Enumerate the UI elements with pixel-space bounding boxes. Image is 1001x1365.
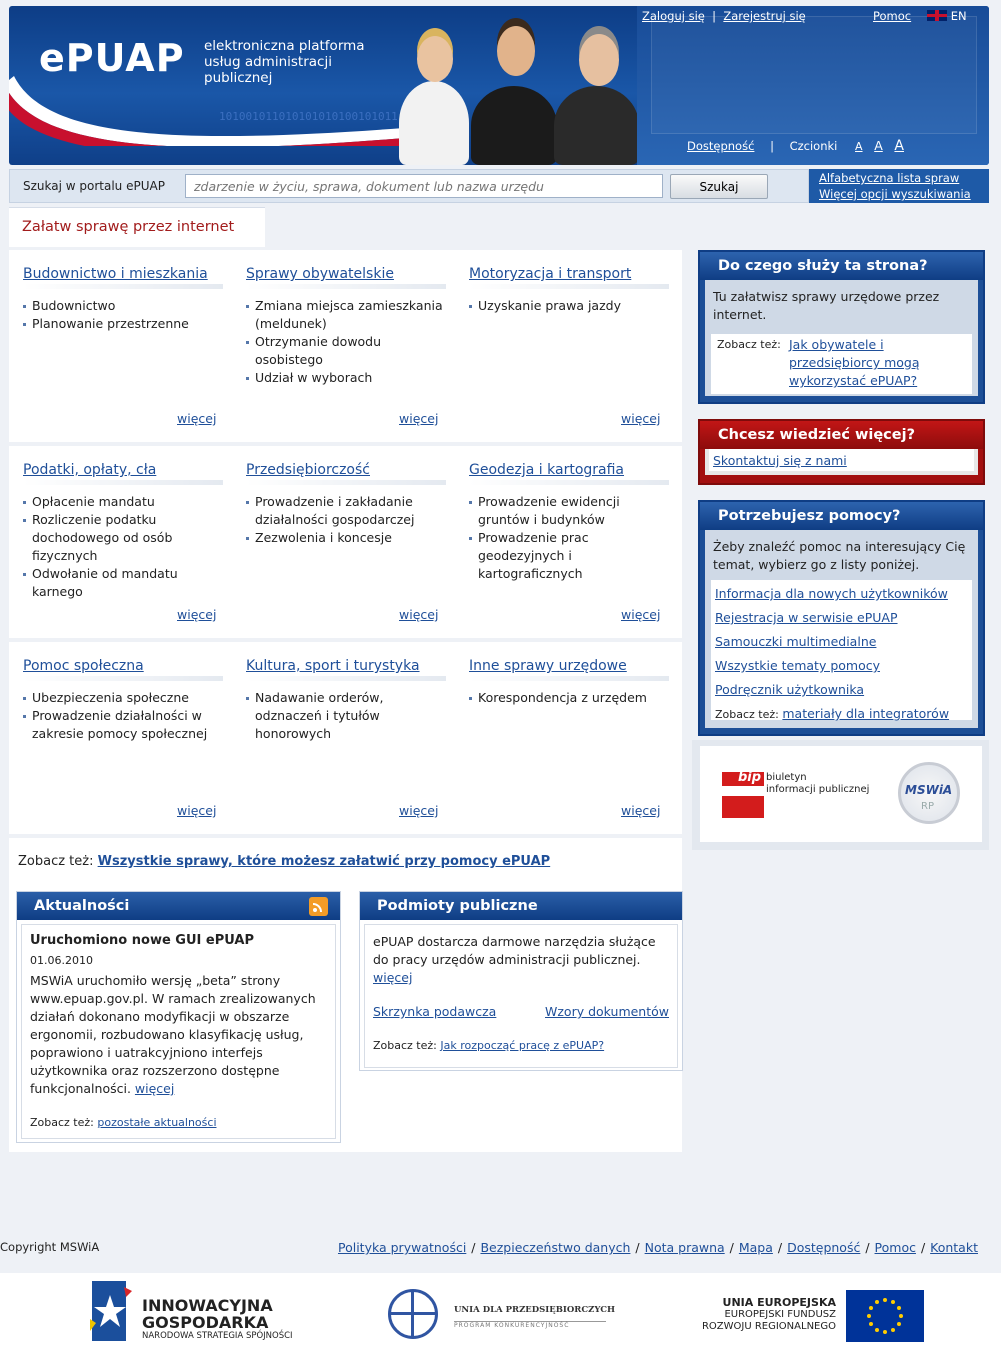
people-photo	[389, 26, 639, 165]
bip-logo[interactable]	[722, 772, 764, 818]
help-lang	[873, 9, 967, 23]
about-box	[698, 250, 985, 404]
category-title[interactable]: Pomoc społeczna	[23, 658, 223, 681]
logo-text: ePUAP	[39, 36, 185, 80]
binary-decoration: 101001011010101010100101011	[219, 110, 398, 123]
mswia-logo[interactable]	[898, 762, 960, 824]
tagline-line-1: elektroniczna platforma	[204, 38, 365, 54]
category-culture	[246, 658, 446, 743]
more-link[interactable]: więcej	[177, 607, 217, 622]
list-item[interactable]: Uzyskanie prawa jazdy	[469, 297, 669, 315]
innovative-economy-text	[142, 1297, 293, 1341]
more-link[interactable]: więcej	[399, 803, 439, 818]
category-title[interactable]: Budownictwo i mieszkania	[23, 266, 223, 289]
help-link-tutorials[interactable]: Samouczki multimedialne	[715, 634, 877, 649]
account-links	[642, 9, 806, 23]
see-also-label: Zobacz też:	[18, 854, 94, 869]
help-body	[705, 530, 978, 728]
news-box	[16, 891, 341, 1143]
eu-logos-bar	[0, 1273, 1001, 1365]
person-woman-older	[554, 86, 639, 165]
tab-label: Załatw sprawę przez internet	[22, 219, 235, 235]
list-item[interactable]: Korespondencja z urzędem	[469, 689, 669, 707]
tagline-line-2: usług administracji publicznej	[204, 54, 332, 86]
footer-links: Polityka prywatności / Bezpieczeństwo danych / Nota prawna / Mapa / Dostępność / Pomoc / Kontakt	[337, 1240, 978, 1255]
list-item[interactable]: Ubezpieczenia społeczne	[23, 689, 223, 707]
category-title[interactable]: Przedsiębiorczość	[246, 462, 446, 485]
category-title[interactable]: Inne sprawy urzędowe	[469, 658, 669, 681]
list-item[interactable]: Budownictwo	[23, 297, 223, 315]
more-link[interactable]: więcej	[399, 607, 439, 622]
search-button[interactable]: Szukaj	[670, 174, 768, 199]
bip-line-2: informacji publicznej	[766, 784, 870, 795]
more-link[interactable]: więcej	[621, 411, 661, 426]
public-title: Podmioty publiczne	[377, 898, 538, 914]
help-links	[711, 580, 972, 720]
list-item[interactable]: Odwołanie od mandatu karnego	[23, 565, 223, 601]
category-title[interactable]: Podatki, opłaty, cła	[23, 462, 223, 485]
category-transport	[469, 266, 669, 315]
news-headline[interactable]: Uruchomiono nowe GUI ePUAP	[30, 933, 254, 948]
search-label: Szukaj w portalu ePUAP	[23, 179, 165, 193]
copyright: Copyright MSWiA	[0, 1240, 100, 1254]
bip-caption	[766, 772, 869, 796]
all-services-link[interactable]: Wszystkie sprawy, które możesz załatwić przy pomocy ePUAP	[97, 854, 551, 869]
about-body	[705, 280, 978, 396]
more-search-options-link[interactable]: Więcej opcji wyszukiwania	[819, 187, 971, 201]
help-link-all-topics[interactable]: Wszystkie tematy pomocy	[715, 658, 880, 673]
ship-wheel-icon	[388, 1289, 438, 1339]
category-geodesy	[469, 462, 669, 583]
ig-star-icon	[86, 1281, 134, 1341]
list-item[interactable]: Otrzymanie dowodu osobistego	[246, 333, 446, 369]
list-item[interactable]: Prowadzenie prac geodezyjnych i kartograficznych	[469, 529, 669, 583]
search-bar	[9, 169, 809, 203]
see-also-label: Zobacz też:	[715, 708, 779, 721]
category-row-3	[9, 642, 682, 834]
public-entities-box	[359, 891, 683, 1071]
help-link[interactable]: Pomoc	[873, 9, 912, 23]
footer-link-accessibility[interactable]: Dostępność	[787, 1240, 861, 1255]
news-header	[17, 892, 340, 920]
category-title[interactable]: Geodezja i kartografia	[469, 462, 669, 485]
more-link[interactable]: więcej	[399, 411, 439, 426]
search-alt-links	[809, 169, 989, 203]
footer-link-contact[interactable]: Kontakt	[930, 1240, 978, 1255]
more-link[interactable]: więcej	[621, 607, 661, 622]
person-head	[579, 34, 619, 86]
how-citizens-link[interactable]: Jak obywatele i przedsiębiorcy mogą wykorzystać ePUAP?	[789, 337, 920, 388]
footer-link-map[interactable]: Mapa	[738, 1240, 773, 1255]
news-more-link[interactable]: więcej	[134, 1081, 175, 1096]
rp-text: RP	[921, 801, 934, 812]
category-construction	[23, 266, 223, 333]
eu-line-2: EUROPEJSKI FUNDUSZ	[724, 1309, 836, 1320]
see-also-label: Zobacz też:	[373, 1039, 437, 1052]
public-body	[364, 924, 678, 1068]
eu-stars	[846, 1290, 924, 1342]
lang-en[interactable]: EN	[950, 9, 967, 23]
fonts-label: Czcionki	[789, 139, 838, 153]
public-text: ePUAP dostarcza darmowe narzędzia służące do pracy urzędów administracji publicznej.	[373, 934, 656, 967]
eu-flag-icon	[846, 1290, 924, 1342]
contact-us-link[interactable]: Skontaktuj się z nami	[713, 453, 847, 468]
accessibility-link[interactable]: Dostępność	[687, 139, 755, 153]
list-item[interactable]: Udział w wyborach	[246, 369, 446, 387]
font-large-button[interactable]: A	[894, 138, 904, 154]
help-box	[698, 500, 985, 736]
document-templates-link[interactable]: Wzory dokumentów	[545, 1004, 669, 1019]
help-link-manual[interactable]: Podręcznik użytkownika	[715, 682, 865, 697]
site-header	[9, 6, 989, 165]
learn-more-box	[698, 419, 985, 485]
footer-link-privacy[interactable]: Polityka prywatności	[337, 1240, 467, 1255]
header-panel-frame	[651, 16, 977, 134]
news-date: 01.06.2010	[30, 954, 93, 967]
news-title: Aktualności	[34, 898, 130, 914]
accessibility-bar	[687, 138, 904, 154]
partners-inner	[700, 746, 982, 842]
eu-line-3: ROZWOJU REGIONALNEGO	[701, 1321, 836, 1332]
see-also-bar	[9, 838, 682, 884]
login-link[interactable]: Zaloguj się	[642, 9, 705, 23]
news-body	[21, 924, 336, 1139]
learn-more-header: Chcesz wiedzieć więcej?	[700, 421, 983, 449]
help-text: Żeby znaleźć pomoc na interesujący Cię temat, wybierz go z listy poniżej.	[713, 539, 966, 572]
ig-line-3: NARODOWA STRATEGIA SPÓJNOŚCI	[142, 1331, 293, 1341]
integrators-link[interactable]: materiały dla integratorów	[782, 706, 950, 721]
mswia-text: MSWiA	[905, 783, 953, 797]
person-man	[471, 86, 557, 165]
uk-flag-icon[interactable]	[927, 10, 947, 21]
list-item[interactable]: Prowadzenie działalności w zakresie pomocy społecznej	[23, 707, 223, 743]
rss-icon[interactable]	[309, 897, 328, 916]
font-small-button[interactable]: A	[855, 140, 863, 153]
list-item[interactable]: Prowadzenie ewidencji gruntów i budynków	[469, 493, 669, 529]
category-title[interactable]: Kultura, sport i turystyka	[246, 658, 446, 681]
logo-tagline	[204, 38, 399, 86]
category-other	[469, 658, 669, 707]
list-item[interactable]: Prowadzenie i zakładanie działalności gospodarczej	[246, 493, 446, 529]
register-link[interactable]: Zarejestruj się	[723, 9, 806, 23]
public-more-link[interactable]: więcej	[373, 970, 413, 985]
bip-line-1: biuletyn	[766, 772, 807, 783]
category-row-2	[9, 446, 682, 638]
help-link-new-users[interactable]: Informacja dla nowych użytkowników	[715, 586, 948, 601]
category-title[interactable]: Motoryzacja i transport	[469, 266, 669, 289]
footer-link-security[interactable]: Bezpieczeństwo danych	[480, 1240, 631, 1255]
partners-panel	[692, 740, 989, 850]
category-row-1	[9, 250, 682, 442]
category-citizen	[246, 266, 446, 387]
footer-link-help[interactable]: Pomoc	[874, 1240, 916, 1255]
list-item[interactable]: Zezwolenia i koncesje	[246, 529, 446, 547]
category-social	[23, 658, 223, 743]
about-text: Tu załatwisz sprawy urzędowe przez internet.	[713, 289, 940, 322]
bip-band	[722, 786, 764, 796]
help-header: Potrzebujesz pomocy?	[700, 502, 983, 530]
category-title[interactable]: Sprawy obywatelskie	[246, 266, 446, 289]
person-woman-young	[399, 81, 469, 165]
ig-line-1: INNOWACYJNA	[142, 1296, 273, 1315]
more-link[interactable]: więcej	[177, 411, 217, 426]
eu-text	[700, 1297, 836, 1333]
how-to-start-link[interactable]: Jak rozpocząć pracę z ePUAP?	[440, 1039, 605, 1052]
separator: |	[708, 9, 720, 23]
bip-text: bip	[738, 770, 762, 785]
see-also-label: Zobacz też:	[30, 1116, 94, 1129]
more-link[interactable]: więcej	[621, 803, 661, 818]
up-line-1: UNIA DLA PRZEDSIĘBIORCZYCH	[454, 1305, 616, 1315]
category-taxes	[23, 462, 223, 601]
more-link[interactable]: więcej	[177, 803, 217, 818]
separator: |	[770, 139, 774, 153]
learn-more-body	[705, 449, 978, 475]
about-header: Do czego służy ta strona?	[700, 252, 983, 280]
help-link-registration[interactable]: Rejestracja w serwisie ePUAP	[715, 610, 898, 625]
ig-line-2: GOSPODARKA	[142, 1313, 269, 1332]
alphabetical-list-link[interactable]: Alfabetyczna lista spraw	[819, 171, 960, 185]
news-text: MSWiA uruchomiło wersję „beta” strony www.epuap.gov.pl. W ramach zrealizowanych działań dokonano modyfikacji w obszarze ergonomii, rozbudowano klasyfikację usług, poprawiono i uatrakcyjniono interfejs użytkownika oraz rozszerzono dostępne funkcjonalności.	[30, 973, 316, 1096]
other-news-link[interactable]: pozostałe aktualności	[97, 1116, 217, 1129]
eu-line-1: UNIA EUROPEJSKA	[722, 1296, 836, 1309]
search-input[interactable]	[185, 174, 663, 198]
list-item[interactable]: Nadawanie orderów, odznaczeń i tytułów honorowych	[246, 689, 446, 743]
see-also-label: Zobacz też:	[717, 338, 781, 351]
category-business	[246, 462, 446, 547]
innovative-economy-logo	[86, 1281, 134, 1341]
about-see-also	[711, 334, 972, 394]
person-head	[417, 36, 453, 82]
person-head	[497, 26, 535, 76]
public-header	[360, 892, 682, 920]
font-medium-button[interactable]: A	[874, 138, 883, 153]
footer-link-legal[interactable]: Nota prawna	[644, 1240, 725, 1255]
list-item[interactable]: Planowanie przestrzenne	[23, 315, 223, 333]
submission-box-link[interactable]: Skrzynka podawcza	[373, 1004, 497, 1019]
tab-services[interactable]	[9, 207, 265, 247]
list-item[interactable]: Rozliczenie podatku dochodowego od osób fizycznych	[23, 511, 223, 565]
list-item[interactable]: Zmiana miejsca zamieszkania (meldunek)	[246, 297, 446, 333]
list-item[interactable]: Opłacenie mandatu	[23, 493, 223, 511]
up-line-2: PROGRAM KONKURENCYJNOŚĆ	[454, 1321, 606, 1329]
epuap-logo[interactable]	[39, 36, 399, 86]
